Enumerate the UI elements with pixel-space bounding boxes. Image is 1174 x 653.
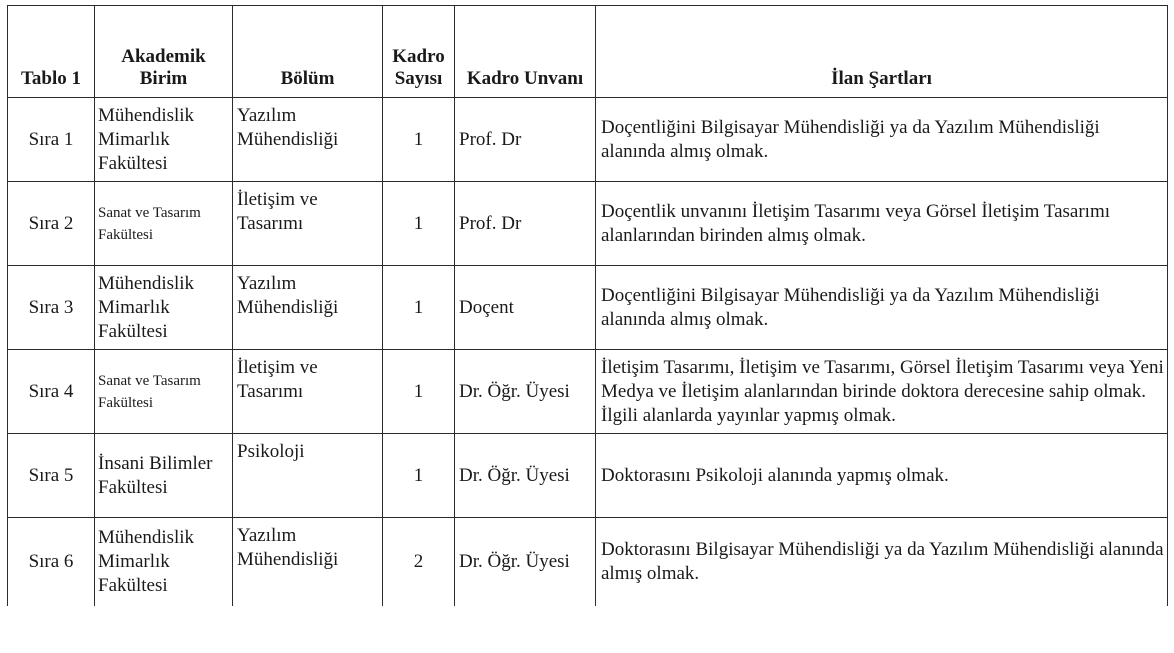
- staff-announcement-table: [7, 5, 1168, 606]
- row-sira: Sıra 5: [8, 434, 95, 518]
- header-ilan-sartlari: İlan Şartları: [596, 6, 1168, 98]
- table-row: [8, 350, 1168, 434]
- row-ilan-sartlari: Doktorasını Bilgisayar Mühendisliği ya da Yazılım Mühendisliği alanında almış olmak.: [596, 518, 1168, 606]
- row-bolum: Yazılım Mühendisliği: [233, 266, 383, 350]
- row-kadro-sayisi: 1: [383, 98, 455, 182]
- header-tablo: Tablo 1: [8, 6, 95, 98]
- row-ilan-sartlari: Doçentlik unvanını İletişim Tasarımı veya Görsel İletişim Tasarımı alanlarından birinden almış olmak.: [596, 182, 1168, 266]
- header-bolum: Bölüm: [233, 6, 383, 98]
- row-akademik-birim: İnsani Bilimler Fakültesi: [95, 434, 233, 518]
- row-bolum: Psikoloji: [233, 434, 383, 518]
- table-row: [8, 518, 1168, 606]
- table-row: [8, 98, 1168, 182]
- row-kadro-sayisi: 1: [383, 182, 455, 266]
- row-ilan-sartlari: Doçentliğini Bilgisayar Mühendisliği ya da Yazılım Mühendisliği alanında almış olmak.: [596, 266, 1168, 350]
- row-sira: Sıra 1: [8, 98, 95, 182]
- row-kadro-unvani: Dr. Öğr. Üyesi: [455, 350, 596, 434]
- row-sira: Sıra 6: [8, 518, 95, 606]
- row-kadro-sayisi: 1: [383, 350, 455, 434]
- row-kadro-sayisi: 2: [383, 518, 455, 606]
- row-kadro-unvani: Doçent: [455, 266, 596, 350]
- row-kadro-unvani: Prof. Dr: [455, 98, 596, 182]
- table-row: [8, 434, 1168, 518]
- row-akademik-birim: Sanat ve Tasarım Fakültesi: [95, 182, 233, 266]
- row-akademik-birim: Mühendislik Mimarlık Fakültesi: [95, 98, 233, 182]
- row-bolum: İletişim ve Tasarımı: [233, 350, 383, 434]
- header-kadro-sayisi: Kadro Sayısı: [383, 6, 455, 98]
- row-sira: Sıra 4: [8, 350, 95, 434]
- table-row: [8, 266, 1168, 350]
- row-kadro-sayisi: 1: [383, 434, 455, 518]
- row-bolum: Yazılım Mühendisliği: [233, 518, 383, 606]
- row-kadro-unvani: Prof. Dr: [455, 182, 596, 266]
- row-bolum: Yazılım Mühendisliği: [233, 98, 383, 182]
- row-sira: Sıra 2: [8, 182, 95, 266]
- row-akademik-birim: Sanat ve Tasarım Fakültesi: [95, 350, 233, 434]
- row-ilan-sartlari: Doçentliğini Bilgisayar Mühendisliği ya da Yazılım Mühendisliği alanında almış olmak.: [596, 98, 1168, 182]
- row-sira: Sıra 3: [8, 266, 95, 350]
- row-akademik-birim: Mühendislik Mimarlık Fakültesi: [95, 266, 233, 350]
- row-bolum: İletişim ve Tasarımı: [233, 182, 383, 266]
- row-ilan-sartlari: İletişim Tasarımı, İletişim ve Tasarımı, Görsel İletişim Tasarımı veya Yeni Medya ve İletişim alanlarından birinde doktora derecesine sahip olmak. İlgili alanlarda yayınlar yapmış olmak.: [596, 350, 1168, 434]
- header-row: [8, 6, 1168, 98]
- table-row: [8, 182, 1168, 266]
- row-kadro-sayisi: 1: [383, 266, 455, 350]
- row-ilan-sartlari: Doktorasını Psikoloji alanında yapmış olmak.: [596, 434, 1168, 518]
- header-kadro-unvani: Kadro Unvanı: [455, 6, 596, 98]
- row-kadro-unvani: Dr. Öğr. Üyesi: [455, 518, 596, 606]
- header-akademik-birim: Akademik Birim: [95, 6, 233, 98]
- row-akademik-birim: Mühendislik Mimarlık Fakültesi: [95, 518, 233, 606]
- row-kadro-unvani: Dr. Öğr. Üyesi: [455, 434, 596, 518]
